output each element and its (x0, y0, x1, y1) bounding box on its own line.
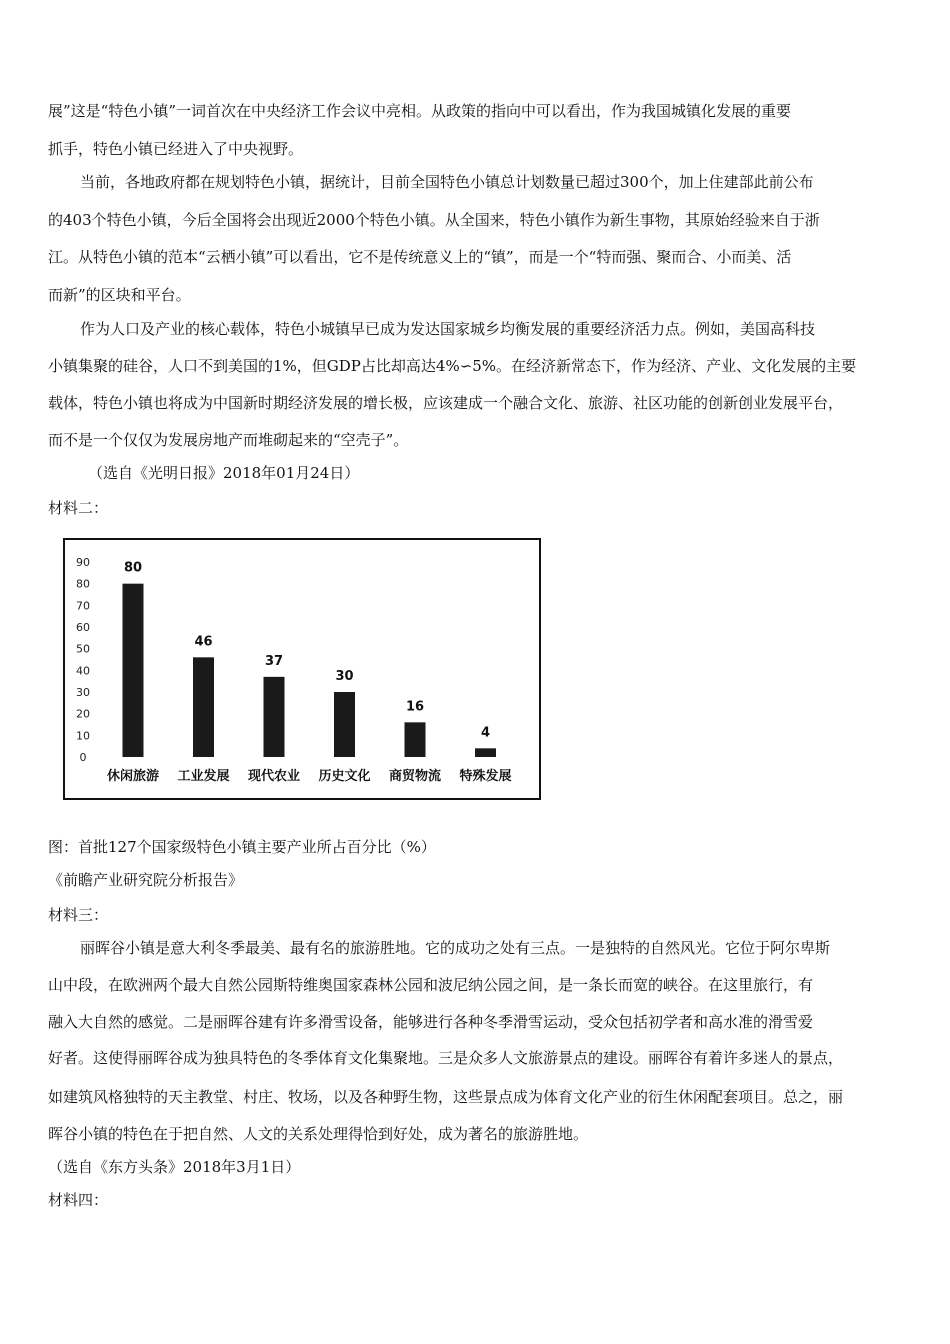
paragraph-line: 晖谷小镇的特色在于把自然、人文的关系处理得恰到好处，成为著名的旅游胜地。 (48, 1125, 589, 1143)
source-citation: （选自《东方头条》2018年3月1日） (48, 1158, 301, 1176)
y-tick-label: 10 (76, 729, 90, 743)
y-tick-label: 70 (76, 599, 90, 613)
y-tick-label: 50 (76, 642, 90, 656)
figure-caption: 图：首批127个国家级特色小镇主要产业所占百分比（%） (48, 838, 436, 856)
y-tick-label: 60 (76, 621, 90, 634)
paragraph-line: 丽晖谷小镇是意大利冬季最美、最有名的旅游胜地。它的成功之处有三点。一是独特的自然风光。它位于阿尔卑斯 (80, 939, 831, 957)
bar (334, 692, 355, 757)
section-heading: 材料三： (48, 906, 109, 924)
data-label: 46 (194, 634, 213, 650)
paragraph-line: 展”这是“特色小镇”一词首次在中央经济工作会议中亮相。从政策的指向中可以看出，作为我国城镇化发展的重要 (48, 102, 792, 120)
bar (193, 657, 214, 757)
paragraph-line: 山中段，在欧洲两个最大自然公园斯特维奥国家森林公园和波尼纳公园之间，是一条长而宽的峡谷。在这里旅行，有 (48, 976, 814, 994)
paragraph-line: 当前，各地政府都在规划特色小镇，据统计，目前全国特色小镇总计划数量已超过300个，加上住建部此前公布 (80, 173, 814, 191)
bar (123, 584, 144, 757)
paragraph-line: 如建筑风格独特的天主教堂、村庄、牧场，以及各种野生物，这些景点成为体育文化产业的衍生休闲配套项目。总之，丽 (48, 1088, 844, 1106)
section-heading: 材料二： (48, 499, 109, 517)
data-label: 16 (405, 699, 425, 715)
paragraph-line: 融入大自然的感觉。二是丽晖谷建有许多滑雪设备，能够进行各种冬季滑雪运动，受众包括初学者和高水准的滑雪爱 (48, 1013, 814, 1031)
paragraph-line: 而不是一个仅仅为发展房地产而堆砌起来的“空壳子”。 (48, 431, 409, 449)
paragraph-line: 载体，特色小镇也将成为中国新时期经济发展的增长极，应该建成一个融合文化、旅游、社区功能的创新创业发展平台， (48, 394, 844, 412)
x-tick-label: 历史文化 (318, 769, 371, 784)
source-citation: （选自《光明日报》2018年01月24日） (88, 464, 360, 482)
x-tick-label: 特殊发展 (459, 769, 512, 784)
bar-chart-canvas (65, 540, 539, 798)
bar (405, 722, 426, 757)
y-tick-label: 90 (76, 556, 90, 569)
y-tick-label: 80 (76, 577, 90, 591)
data-label: 4 (480, 725, 491, 741)
paragraph-line: 的403个特色小镇，今后全国将会出现近2000个特色小镇。从全国来，特色小镇作为新生事物，其原始经验来自于浙 (48, 211, 820, 229)
x-tick-label: 现代农业 (247, 769, 301, 784)
y-tick-label: 30 (76, 686, 90, 699)
data-label: 37 (264, 653, 284, 669)
paragraph-line: 好者。这使得丽晖谷成为独具特色的冬季体育文化集聚地。三是众多人文旅游景点的建设。丽晖谷有着许多迷人的景点， (48, 1049, 844, 1067)
y-tick-label: 40 (76, 664, 90, 678)
data-label: 30 (335, 669, 354, 684)
data-label: 80 (123, 560, 143, 576)
x-tick-label: 工业发展 (177, 769, 230, 784)
bar (264, 677, 285, 757)
paragraph-line: 抓手，特色小镇已经进入了中央视野。 (48, 140, 304, 158)
paragraph-line: 而新”的区块和平台。 (48, 286, 191, 304)
paragraph-line: 小镇集聚的硅谷，人口不到美国的1%，但GDP占比却高达4%∽5%。在经济新常态下，作为经济、产业、文化发展的主要 (48, 357, 857, 375)
paragraph-line: 作为人口及产业的核心载体，特色小城镇早已成为发达国家城乡均衡发展的重要经济活力点。例如，美国高科技 (80, 320, 816, 338)
section-heading: 材料四： (48, 1191, 109, 1209)
source-citation: 《前瞻产业研究院分析报告》 (48, 871, 244, 889)
y-tick-label: 20 (76, 707, 90, 721)
paragraph-line: 江。从特色小镇的范本“云栖小镇”可以看出，它不是传统意义上的“镇”，而是一个“特而强、聚而合、小而美、活 (48, 248, 792, 266)
x-tick-label: 商贸物流 (388, 769, 442, 784)
bar-chart (63, 538, 541, 800)
bar (475, 748, 496, 757)
x-tick-label: 休闲旅游 (106, 769, 160, 784)
y-tick-label: 0 (79, 751, 87, 764)
